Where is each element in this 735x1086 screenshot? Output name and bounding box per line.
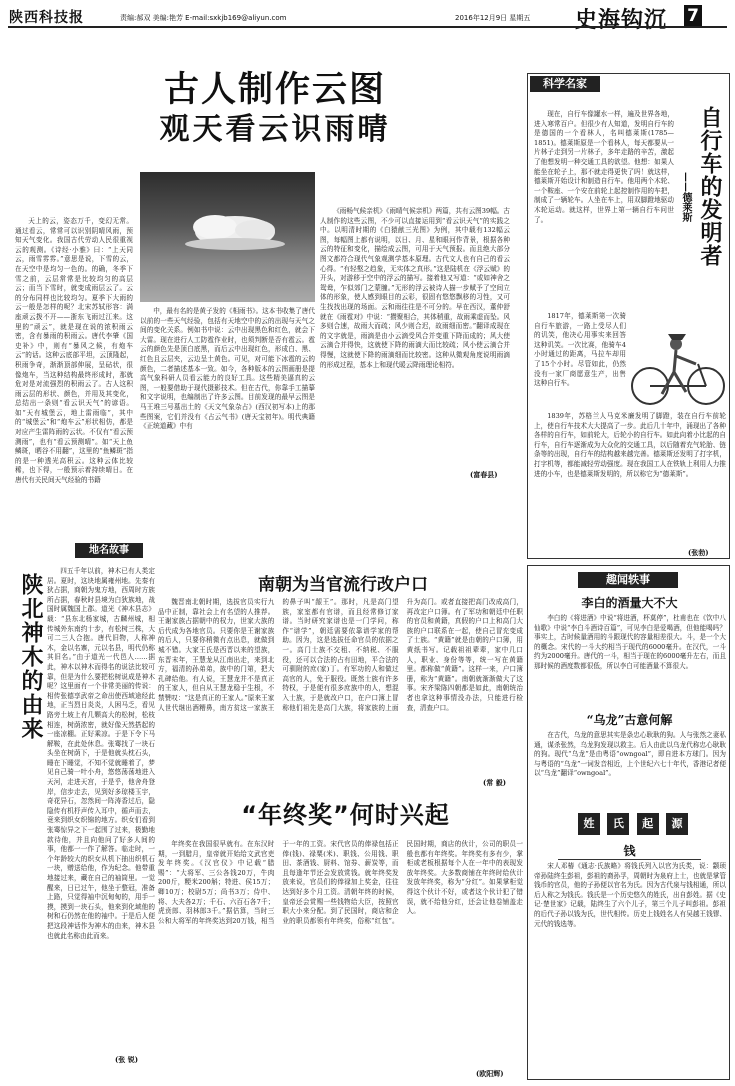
cloud-image bbox=[140, 172, 315, 302]
cloud-title bbox=[135, 70, 415, 154]
wine-title: 李白的酒量大不大 bbox=[581, 596, 678, 610]
masthead bbox=[0, 0, 735, 60]
bicycle-photo bbox=[628, 324, 728, 410]
cloud-article bbox=[15, 62, 525, 485]
place-title: 陕北神木的由来 bbox=[18, 573, 43, 741]
bicycle-article bbox=[527, 73, 730, 559]
bonus-author: (欧阳辉) bbox=[476, 1069, 504, 1078]
origin-tag-char-4: 源 bbox=[666, 813, 688, 835]
cloud-text-3: 《雨畅气候亲机》《雨晴气候亲机》两篇，共有云图39幅。古人制作的这些云图，不少可以直接运用到“看云识天气”的实践之中。以明清时期的《白猿献三光图》为例，其中载有132幅云图，每幅图上都有说明，以日、月、星和眼河作背景，根据各种云的特征和变化，描绘成云图，可用于天气预报。而且绝大部分图文都符合现代气象观测学基本原理。古代文人也有自己的看云心得。“有轻壑之趋象，无实体之真形。”这是陆机在《浮云赋》的开头，对游移于空中的浮云的描写。接着他又写道：“或如神舍之鸳鸯，乍似郊门之蒙膧。”无形的浮云被诗人描一步赋予了空间立体的形象，使人感到眼目的云彩，很固有悠悠飘移的习性，又可生找找出现的场面。云和雨往往是不可分的。早在西汉，董仲舒就在《雨雹对》中说：“攒聚相合，其体稍重，故雨乘虚而坠。风多则合速，故雨大而疏；风少则合迟，故雨细而密。”翻译成现在的文字就是，雨滴是由小云滴受风合并变重下降而成的；风大使云滴合并得快，这就使下降的雨滴大而比较疏；风小使云滴合并得慢，这就使下降的雨滴细而比较密。这种从微观角度说明雨滴的形成过程，基本上和现代暖云降雨理论相符。 bbox=[320, 207, 510, 369]
bicycle-title: 自行车的发明者 bbox=[697, 106, 722, 267]
bicycle-subtitle: ——德莱斯 bbox=[680, 172, 691, 222]
wulong-title: “乌龙”古意何解 bbox=[586, 713, 673, 727]
surname-title: 钱 bbox=[558, 842, 701, 860]
official-article bbox=[158, 570, 523, 790]
wine-text-p: 李白的《将进酒》中说“将进酒，杯莫停”，杜甫也在《饮中八仙歌》中说“李白斗酒诗百篇”，可见李白是爱喝酒，但他能喝吗？事实上，古时候量酒用的斗跟现代的容量相差很大。斗，是一个大的概念。宋代的一斗大约相当于现代的6000毫升。在汉代，一斗约为2000毫升。唐代的一斗，相当于现在的6000毫升左右，而且那时候的酒度数都很低，所以李白可能酒量不算很大。 bbox=[534, 614, 726, 670]
editors-info: 责编:郝双 美编:艳芳 E-mail:sxkjb169@aliyun.com bbox=[120, 14, 287, 22]
bicycle-author: (张勃) bbox=[688, 548, 709, 557]
surname-text-p: 宋人邓椿《通志·氏族略》将钱氏列入以官为氏类，说：颛顼帝孙陆终生彭祖，彭祖的裔孙孚，周朝时为泉府上士，也就是掌管钱币的官员，他的子孙便以官名为氏。因为古代泉与钱相通，所以后人称之为钱氏。钱氏是一个历史悠久的姓氏，出自彭姓。据《史记·楚世家》记载，陆终生了六个儿子，第三个儿子叫彭祖。彭祖的后代子孙以钱为氏，世代相传。历史上钱姓名人有吴越王钱镠、元代的钱选等。 bbox=[534, 862, 726, 928]
cloud-title-main: 古人制作云图 bbox=[163, 70, 386, 110]
bonus-article bbox=[158, 795, 523, 1080]
cloud-title-sub: 观天看云识雨晴 bbox=[159, 112, 391, 147]
place-text bbox=[47, 567, 155, 1047]
official-title: 南朝为当官流行改户口 bbox=[258, 575, 428, 595]
section-title: 史海钩沉 bbox=[575, 8, 668, 33]
official-text bbox=[158, 598, 523, 778]
place-tag: 地名故事 bbox=[75, 543, 143, 558]
fun-tag: 趣闻轶事 bbox=[578, 572, 678, 588]
bonus-title: “年终奖”何时兴起 bbox=[241, 801, 450, 829]
bicycle-image bbox=[628, 324, 728, 410]
wine-text bbox=[534, 614, 726, 704]
cloud-text-2: 中，最有名的是黄子发的《相雨书》。这本书收集了唐代以前的一些天气经验，包括有天地空中的云的出现与天气之间的变化关系。例如书中说：云中出现黑色和红色，就会下大雷。现在进行人工防雹作业时，也须判断是否有雹云。雹云的颜色先是顶白底黑，而后云中出现红色，形成白、黑、红色且云层夹，云边呈土黄色。可见，对可能下冰雹的云的颜色，二者描述基本一致。如今，各种版本的云图画册是提高气象科研人员看云能力的良好工具。这些精美逼真的云图，一般要借助于现代摄影技术。但在古代，你靠手工描摹和文字说明，也编制出了许多云图。目前发现的最早云图是马王堆三号墓出土的《天文气象杂占》(西汉初写本)上的那些图案，它们并没有《占云气书》(唐天宝初年)。明代典籍《正统道藏》中有 bbox=[140, 307, 315, 431]
cloud-col-1 bbox=[15, 217, 133, 485]
page-number: 7 bbox=[684, 5, 702, 27]
cloud-photo bbox=[140, 172, 315, 302]
origin-tag bbox=[578, 813, 688, 835]
official-text-p: 魏晋南北朝时期，选拔官员实行九品中正制，靠社会上有名望的人推荐。王谢家族占据朝中的权力，世家大族的后代成为各地官员。只要你是王谢家族的后人，只要你稍微有点出息，就做到城不错。大家王氏是西晋以来的望族，东晋末年，王慧龙从江南出走，来到北方，福清的孙弟弟，族中的门第，把大孔碑给他。有人说，王慧龙并不是真正的王家人，但自从王慧龙稳于生根，不禁赞叹：“这是真正的王家人。”原来王家人世代继出酒糟鼻，南方贫这一家族王的鼻子叫“龈王”。那时，凡是高门望族，家室都有官谱，而且经常修订家谱。当时研究家谱也是一门学问，称作“谱学”，朝廷需要依靠谱学家的帮助。因为，这是选拔任命官员的依据之一。高门士族不交租、不纳税、不服役，还可以合法的占有田地，平合法的可驯附的庶(家)丁。有军功的人和做过高官的人，免于服役。既然士族有许多特权，于是便有很多庶族中的人，想混入士族，于是就改户口，在户口簿上冒称他们祖先是高门大族，将家族的上面升为高门。或者直接把高门改成高门，再改定户口簿。有了军功和朝廷中任职的官员和黄籍，真假的户口上和高门大族的户口联系在一起，使自己冒充变成了士族。“黄籍”就是由朝的户口簿，用黄纸书写。记载祖祖辈辈，家中几口人，职业、身份等等，统一写在黄籍里。都称做“黄籍”。这样一来，户口簿册，称为“黄籍”。南朝就渐渐做大了这事。宋齐梁陈四朝都是如此，南朝统治者也拿这种事情没办法，只能进行检查，清查户口。 bbox=[158, 598, 523, 712]
issue-date: 2016年12月9日 星期五 bbox=[455, 14, 531, 22]
official-author: (常 毅) bbox=[483, 778, 507, 787]
cloud-author: (富春县) bbox=[470, 470, 498, 479]
bicycle-tag: 科学名家 bbox=[530, 76, 600, 92]
origin-tag-char-2: 氏 bbox=[607, 813, 629, 835]
bicycle-text-top bbox=[534, 110, 674, 310]
bonus-text-p: 年终奖在我国很早就有。在东汉时期，一到腊月，皇帝就开始给文武官吏发年终奖。《汉官仪》中记载“腊赐”：“大将军、三公各钱20万，牛肉200斤，粳米200斛；特进、侯15万；卿10万；校尉5万；尚书3万；侍中、将、大夫各2万；千石、六百石各7千；虎贲郎、羽林郎3千。”据估算，当时三公和大将军的年终奖达到20万钱，相当于一年的工资。宋代官员的俸禄包括正俸(钱)、禄粟(米)、职钱、公用钱、职田、茶酒钱、厨料、馆券、薪炭等，而且每逢年节还会发放赏钱。就年终奖发放来说，官员们的俸禄加上奖金，往往达到好多个月工资。清朝年终的时候，皇帝还会赏赐一些钱物给大臣，按照官职大小来分配。到了民国时，商店和企业的职员都领有年终奖，俗称“红包”。民国时期，商店的伙计，公司的职员一般也都有年终奖。年终奖有多有少，掌柜或老板根据每个人在一年中的表现发放年终奖。大多数商铺在年终时给伙计发放年终奖，称为“分红”。如果掌柜觉得这个伙计不好，或者这个伙计犯了错误，就不给他分红，还会让他卷铺盖走人。 bbox=[158, 840, 523, 925]
place-article bbox=[15, 543, 153, 1073]
wulong-text-p: 在古代，乌龙的意思其实是条忠心耿耿的狗。人与张然之妻私通，谋杀张然，乌龙狗发现以救主。后人由此以乌龙代称忠心耿耿的狗。现代“乌龙”是由粤语“owngoal”，即自进本方球门。因为与粤语的“乌龙”一词发音相近，上个世纪六七十年代，香港记者便以“乌龙”翻译“owngoal”。 bbox=[534, 731, 726, 778]
cloud-col-2 bbox=[140, 307, 315, 477]
paper-name: 陕西科技报 bbox=[9, 10, 84, 26]
origin-tag-char-3: 起 bbox=[637, 813, 659, 835]
bicycle-text-bot bbox=[534, 412, 726, 547]
bicycle-text-mid-p: 1817年，德莱斯第一次骑自行车旅游，一路上受尽人们的讥笑，他决心用事实来回答这种讥笑。一次比赛，他骑车4小时通过的距离，马拉车却用了15个小时。尽管如此，仍然没有一家厂商愿意生产，出售这种自行车。 bbox=[534, 312, 626, 388]
bonus-text bbox=[158, 840, 523, 1068]
bicycle-text-bot-p: 1839年，苏格兰人马克米廉发明了脚蹬，装在自行车前轮上，使自行车技术大大提高了一步。此后几十年中，涌现出了各种各样的自行车，如前轮大，后轮小的自行车。如此向着小比起的自行车，自行车逐渐成为大众化的交通工具，以后随着充气轮胎、链条等的出现，自行车的结构越来越完善。德莱斯还发明了打字机，打字机等，都能减轻劳动强度。现在我国工人在铁轨上利用人力推进的小车，也是德莱斯发明的，所以称它为“德莱斯”。 bbox=[534, 412, 726, 478]
place-text-p: 四五千年以前，神木已有人类定居。夏时，这块地属雍州地。先秦有狄占据，商朝为鬼方地，西周时方族所占据，春秋时县境为白狄族地，战国时属魏国上郡。道光《神木县志》载：“县东北杨家城，古麟州城，相传城外东南约十步，有松树三株，大可二三人合抱。唐代旧物，人称神木，金以名寨，元以名县，明代仍称其旧名。”由于道光一代邑人……据此，神木以神木而得名的说法比较可靠，但是为什么要把松树说成是神木呢？这里面有一个非常美丽的传说：相传张德享武帝之命出使西域途经此地，正当烈日炎炎，人困马乏，看见路旁土坡上有几颗高大的松树，松枝相连，树荫浓密，就好像天然搭起的一座凉棚。正好乘凉。于是下令下马解鞍，在此处休息。张骞找了一块石头坐在树荫下，于是他就头枕石头，睡在下睡觉，不知不觉就睡着了，梦见自己骑一叶小舟，悠悠荡荡地进入天河，走进天宫，于是乎，他舍舟登岸，信步走去，见到好多琼楼玉宇，奇花异石，忽然间一阵涛香过后，隐隐传有机杼声传入耳中，循声而去，竟来到织女织锦的地方。织女们看到张骞惊异之下一起围了过来，极勤地款待他，并且向他问了好多人间的事，他都一一作了解答。临走时，一个年龄较大的织女从机下抽出织机石一块，赠送给他，作为纪念。他带重地接过来，藏在自己的袖筒里。一觉醒来，日已过午，他坐于整冠，准备上路，只觉得袖中沉甸甸的，用手一摸，摸到一块石头，他来到化域他的树和石仍然在他的袖中。于是后人便把这段神话作为神木的由来，神木县也就此名称由此而来。 bbox=[47, 567, 155, 940]
origin-tag-char-1: 姓 bbox=[578, 813, 600, 835]
surname-text bbox=[534, 862, 726, 1072]
wulong-text bbox=[534, 731, 726, 801]
bicycle-text-mid bbox=[534, 312, 626, 412]
cloud-text-1: 天上的云，姿态万千，变幻无常。通过看云，常常可以识别阴晴风雨，预知天气变化。我国古代劳动人民很重视云的观测。《诗经·小雅》曰：“上天同云，雨雪雰雰。”意思是说，下雪的云，在天空中是均匀一色的。的确，冬季下雪之前，云层常常是比较均匀的高层云；而当下雪时，就变成雨层云了。云的分布同样也比较均匀。夏季下大雨的云一般是怎样的呢？北宋苏轼形容：满座顽云拨不开——浙东飞雨过江来。这里的“顽云”，就是现在说的浓积雨云密，含有暴雨的积雨云。唐代李肇《国史补》中，则有“暴风之候，有炮车云”的话。这种云底部平坦，云顶隆起，积雨争奇，渐渐顶部伸展，呈砧状，很像炮车，当这种结构最终形成时，那就危对是对流强烈的积雨云了。古人这积雨云层的形状、颜色，并用及其变化，总结出一条则“看云识天气”的谚语。如“天有城堡云，地上雷雨临”，其中的“城堡云”和“炮车云”形状相仿，都是对应产生雷阵雨的云状。不仅有“看云预测雨”，也有“看云预测晴”。如“天上鱼鳞斑，晒谷不用翻”，这里的“鱼鳞斑”指的是一种透光高积云。这种云体比较稀，也下得，一般预示着持续晴日。在唐代有关民间天气经验的书籍 bbox=[15, 217, 133, 485]
place-author: (张 锐) bbox=[115, 1055, 139, 1064]
cloud-col-3 bbox=[320, 207, 510, 467]
bicycle-text-top-p: 现在，自行车像罐水一样，遍及世界各地，进入寒常百户。但很少有人知道，发明自行车的是德国的一个看林人，名叫德莱斯(1785—1851)。德莱斯原是一个看林人，每天都要从一片林子走到另一片林子，多年走路的辛苦，激起了他想发明一种交通工具的欲望。他想：如果人能坐在轮子上，那不就走得更快了吗！就这样，德莱斯开始设计和制造自行车。他用两个木轮、一个鞍座、一个安在前轮上起控制作用的车把，制成了一辆轮车。人坐在车上，用双脚蹬地驱动木轮运动。就这样，世界上第一辆自行车问世了。 bbox=[534, 110, 674, 224]
right-column bbox=[527, 565, 730, 1080]
